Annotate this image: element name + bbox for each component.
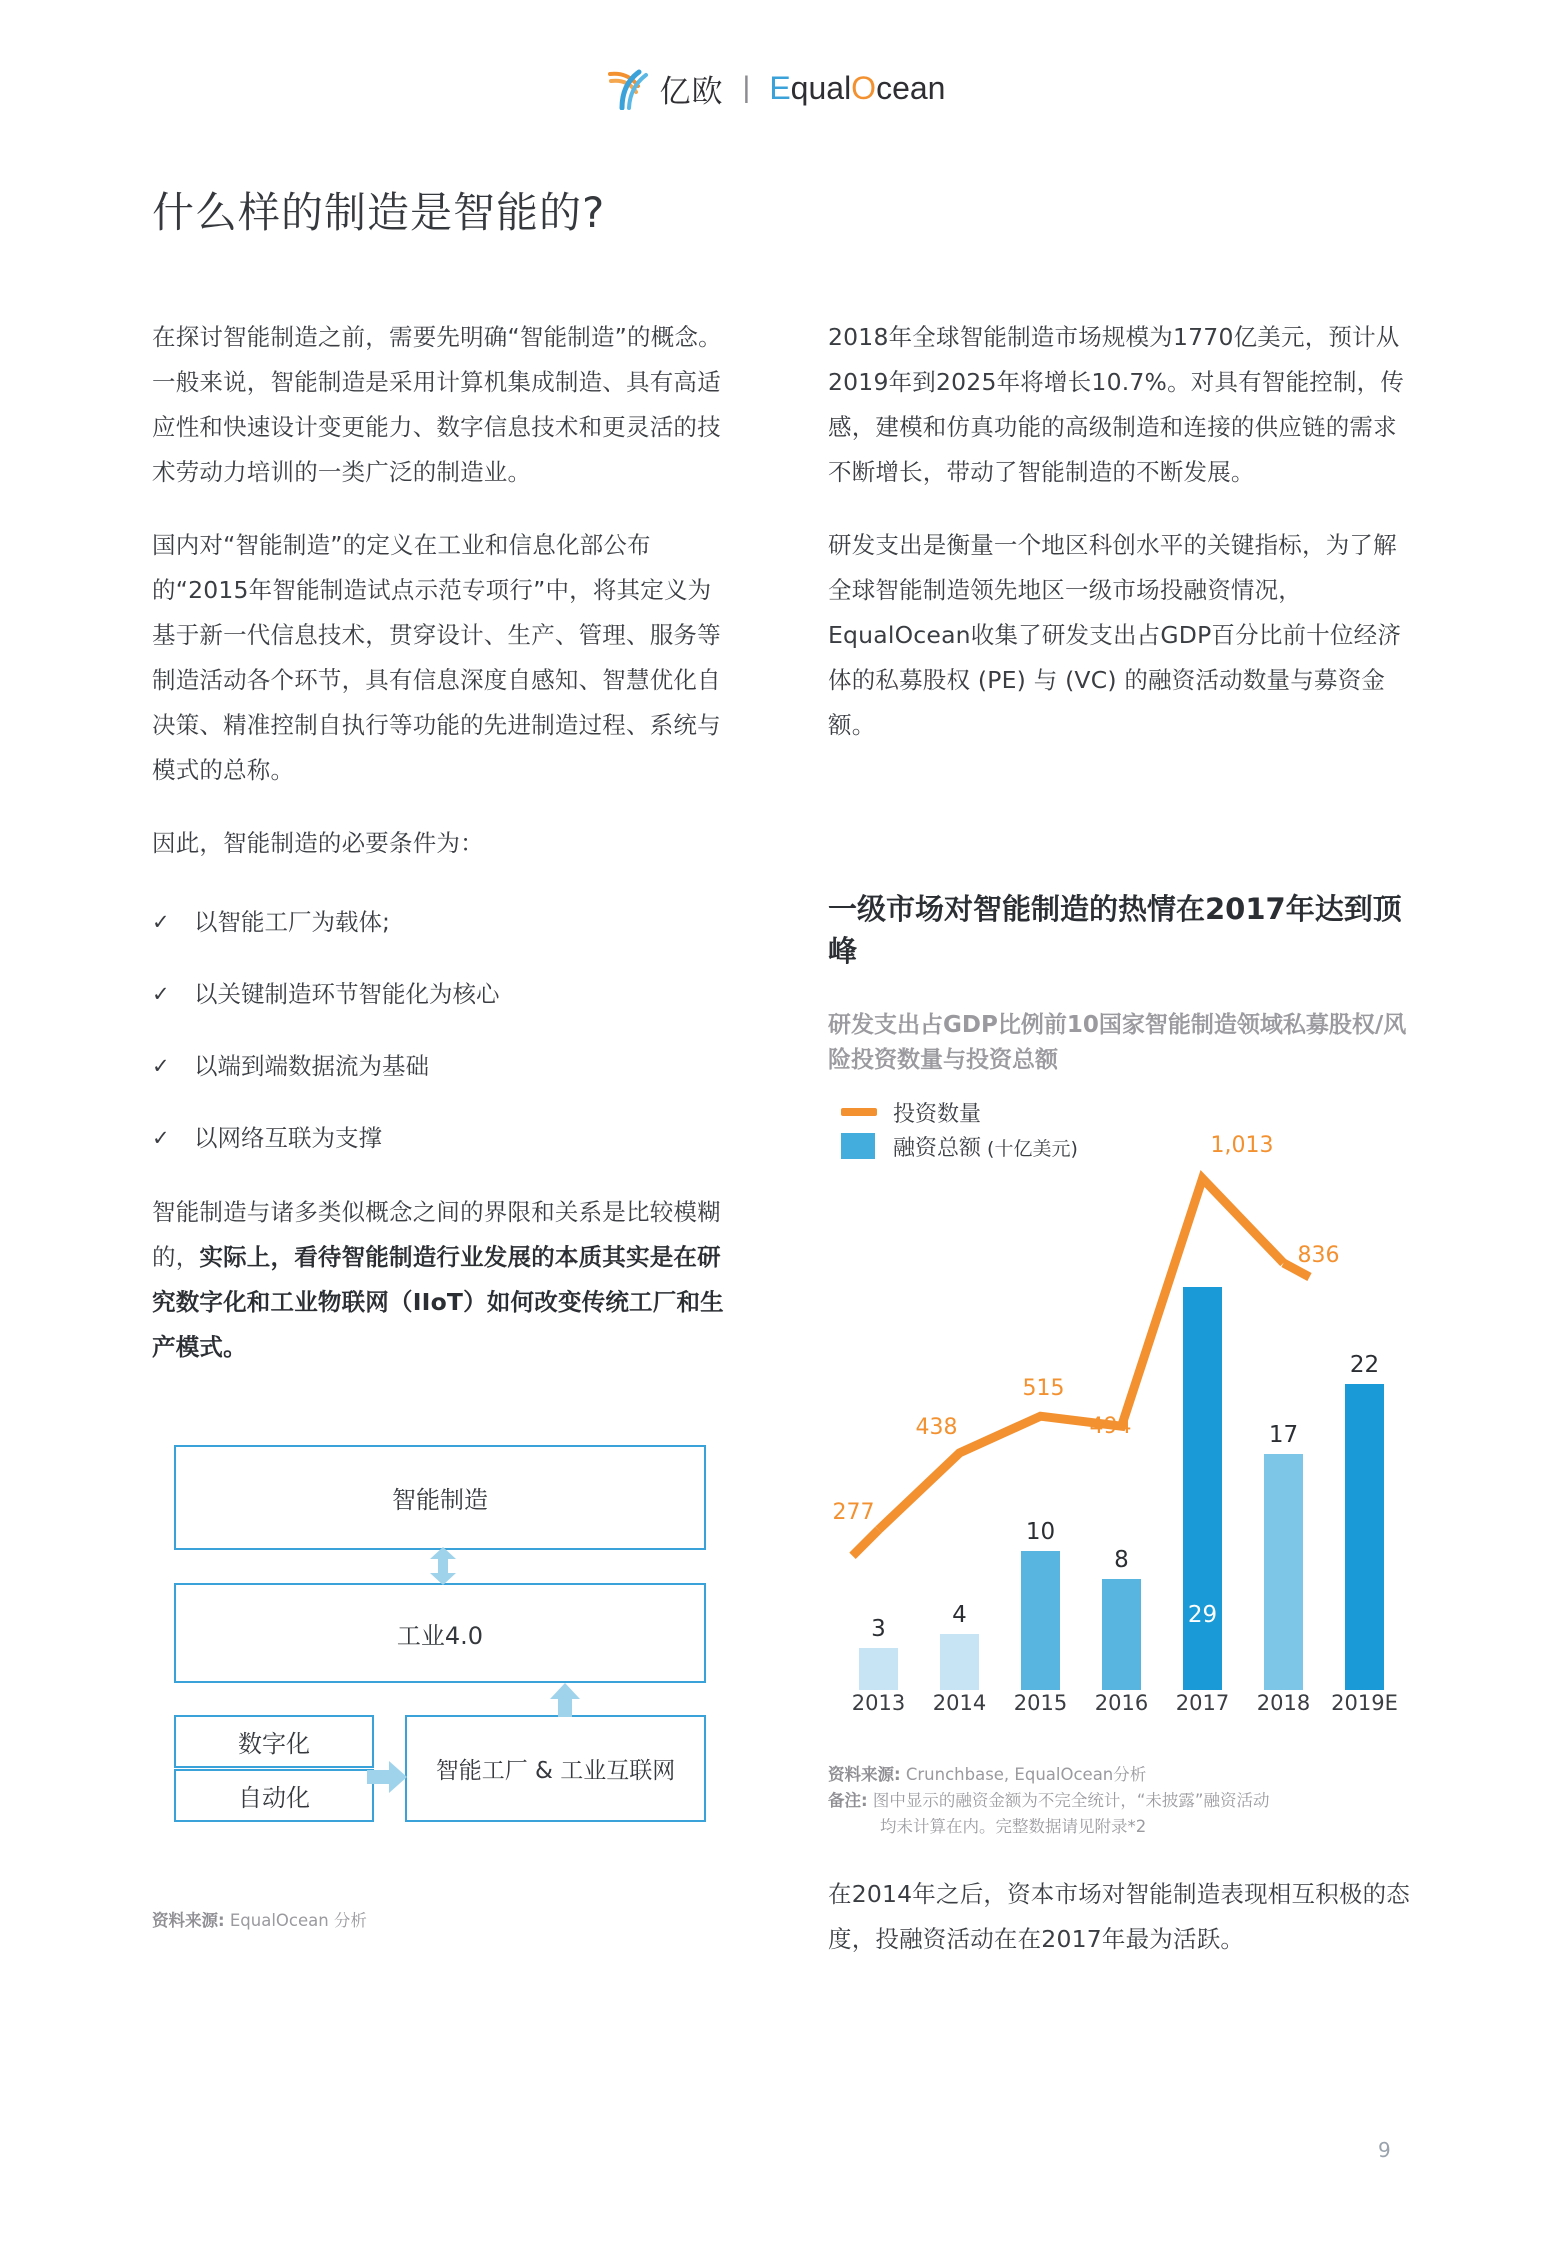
chart-line-value-label: 277 <box>832 1499 875 1525</box>
paragraph: 因此，智能制造的必要条件为： <box>152 829 484 857</box>
diagram-box-digitalization: 数字化 <box>174 1715 374 1768</box>
list-item-label: 以关键制造环节智能化为核心 <box>194 980 500 1008</box>
concept-diagram <box>150 1443 730 1835</box>
remark-line-2: 均未计算在内。完整数据请见附录*2 <box>880 1817 1147 1836</box>
legend-label-main: 融资总额 <box>893 1135 982 1161</box>
list-item <box>152 972 730 1016</box>
brand-name-cn: 亿欧 <box>659 73 724 110</box>
chart-x-tick-label: 2019E <box>1331 1691 1398 1715</box>
left-column <box>152 315 730 1398</box>
chart-subheading: 研发支出占GDP比例前10国家智能制造领域私募股权/风险投资数量与投资总额 <box>828 1012 1407 1073</box>
chart-bar-value-label: 29 <box>1187 1602 1218 1628</box>
chart-bar-value-label: 10 <box>1025 1518 1056 1545</box>
legend-label: 投资数量 <box>893 1101 982 1127</box>
chart-line-value-label: 836 <box>1297 1243 1340 1268</box>
requirements-checklist <box>152 900 730 1160</box>
source-note-left <box>152 1908 712 1934</box>
chart-heading: 一级市场对智能制造的热情在2017年达到顶峰 <box>828 892 1402 968</box>
brand-o-glyph: O <box>851 69 877 106</box>
source-line <box>828 1762 1428 1788</box>
chart-line-value-label: 515 <box>1022 1376 1065 1402</box>
chart-x-tick-label: 2013 <box>851 1691 906 1715</box>
list-item <box>152 1116 730 1160</box>
chart-source-notes <box>828 1762 1428 1840</box>
legend-label-unit: (十亿美元) <box>981 1137 1078 1160</box>
chart-bar-value-label: 17 <box>1268 1421 1299 1448</box>
double-arrow-vertical-icon <box>425 1547 461 1585</box>
brand-e-glyph: E <box>769 69 791 106</box>
remark-line <box>828 1788 1428 1814</box>
chart-bar-value-label: 3 <box>871 1616 886 1643</box>
paragraph: 2018年全球智能制造市场规模为1770亿美元，预计从2019年到2025年将增长10.7%。对具有智能控制，传感，建模和仿真功能的高级制造和连接的供应链的需求不断增长，带动了智能制造的不断发展。 <box>828 323 1405 486</box>
brand-qual-glyph: qual <box>790 69 852 106</box>
chart-line-series <box>828 1095 1413 1690</box>
page-number: 9 <box>1378 2138 1391 2162</box>
source-value: EqualOcean 分析 <box>224 1911 367 1930</box>
brand-cean-glyph: cean <box>876 69 946 106</box>
paragraph-bold-text: 实际上，看待智能制造行业发展的本质其实是在研究数字化和工业物联网（IIoT）如何改变传统工厂和生产模式。 <box>152 1243 724 1361</box>
brand-name-en <box>769 70 945 107</box>
paragraph: 研发支出是衡量一个地区科创水平的关键指标，为了解全球智能制造领先地区一级市场投融资情况，EqualOcean收集了研发支出占GDP百分比前十位经济体的私募股权 (PE) 与 (VC) 的融资活动数量与募资金额。 <box>828 531 1402 739</box>
equalocean-logo-icon <box>608 66 650 110</box>
chart-bar-value-label: 4 <box>952 1602 967 1629</box>
list-item <box>152 900 730 944</box>
chart-x-axis <box>828 1687 1413 1727</box>
brand-divider: | <box>742 71 751 104</box>
chart-line-value-label: 438 <box>915 1414 958 1440</box>
check-icon: ✓ <box>152 1054 170 1078</box>
source-label: 资料来源: <box>828 1765 901 1784</box>
arrow-right-icon <box>367 1761 407 1793</box>
chart-x-tick-label: 2018 <box>1256 1691 1311 1715</box>
remark-value: 图中显示的融资金额为不完全统计，“未披露”融资活动 <box>867 1791 1270 1810</box>
chart-plot-area <box>828 1095 1413 1690</box>
chart-bar-value-label: 8 <box>1114 1546 1129 1573</box>
chart-x-tick-label: 2017 <box>1175 1691 1230 1715</box>
chart-x-tick-label: 2014 <box>932 1691 987 1715</box>
check-icon: ✓ <box>152 910 170 934</box>
diagram-box-smart-factory-iiot: 智能工厂 & 工业互联网 <box>405 1715 706 1822</box>
list-item-label: 以端到端数据流为基础 <box>194 1052 429 1080</box>
brand-header <box>0 62 1553 114</box>
paragraph-normal-text: 智能制造与诸多类似概念之间的界限和关系是比较模糊的， <box>152 1198 721 1271</box>
paragraph-emphasis <box>152 1190 730 1370</box>
chart-line-value-label: 1,013 <box>1210 1132 1274 1158</box>
diagram-box-smart-manufacturing: 智能制造 <box>174 1445 706 1550</box>
source-value: Crunchbase, EqualOcean分析 <box>900 1765 1147 1784</box>
investment-chart <box>828 1095 1413 1735</box>
paragraph: 国内对“智能制造”的定义在工业和信息化部公布的“2015年智能制造试点示范专项行”中，将其定义为基于新一代信息技术，贯穿设计、生产、管理、服务等制造活动各个环节，具有信息深度自感知、智慧优化自决策、精准控制自执行等功能的先进制造过程、系统与模式的总称。 <box>152 531 721 784</box>
right-column <box>828 315 1406 776</box>
remark-label: 备注: <box>828 1791 868 1810</box>
diagram-box-industry-40: 工业4.0 <box>174 1583 706 1683</box>
source-label: 资料来源: <box>152 1911 225 1930</box>
chart-bar-value-label: 22 <box>1349 1352 1380 1379</box>
paragraph: 在探讨智能制造之前，需要先明确“智能制造”的概念。一般来说，智能制造是采用计算机集成制造、具有高适应性和快速设计变更能力、数字信息技术和更灵活的技术劳动力培训的一类广泛的制造业。 <box>152 323 722 486</box>
diagram-box-automation: 自动化 <box>174 1769 374 1822</box>
chart-line-value-label: 494 <box>1089 1414 1132 1440</box>
chart-x-tick-label: 2015 <box>1013 1691 1068 1715</box>
chart-x-tick-label: 2016 <box>1094 1691 1149 1715</box>
list-item-label: 以智能工厂为载体; <box>194 908 390 936</box>
check-icon: ✓ <box>152 982 170 1006</box>
list-item-label: 以网络互联为支撑 <box>194 1124 382 1152</box>
closing-paragraph: 在2014年之后，资本市场对智能制造表现相互积极的态度，投融资活动在在2017年最为活跃。 <box>828 1880 1411 1953</box>
list-item <box>152 1044 730 1088</box>
arrow-up-icon <box>547 1683 583 1717</box>
check-icon: ✓ <box>152 1126 170 1150</box>
page-title: 什么样的制造是智能的? <box>152 188 606 237</box>
